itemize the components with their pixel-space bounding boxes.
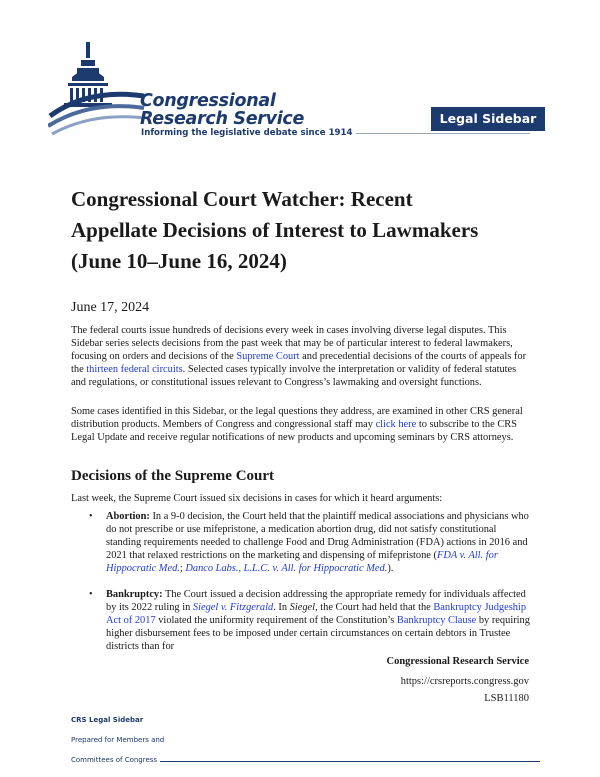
- bullet-text-end: ).: [387, 563, 394, 574]
- document-title: [71, 184, 541, 277]
- bullet-abortion: [106, 510, 531, 575]
- intro-p1-text-a: The federal courts issue hundreds of decisions every week in cases involving diverse legal disputes. This Sidebar series selects decisions from the past week that may be of particular interest to federal lawmakers, focusing on orders and decisions of the: [71, 325, 513, 362]
- bottom-line-1: Prepared for Members and: [71, 736, 165, 744]
- intro-paragraph-1: [71, 324, 531, 389]
- intro-paragraph-2: [71, 405, 531, 444]
- bullet-text: In a 9-0 decision, the Court held that the plaintiff medical associations and physicians who do not prescribe or use mifepristone, a medication abortion drug, did not satisfy constitutional standing requirements needed to challenge Food and Drug Administration (FDA) actions in 2016 and 2021 that relaxed restrictions on the marketing and dispensing of mifepristone (: [106, 511, 529, 561]
- publication-date: June 17, 2024: [71, 300, 150, 315]
- supreme-court-link[interactable]: Supreme Court: [236, 351, 300, 362]
- tagline-rule: [356, 133, 530, 134]
- footer-url[interactable]: https://crsreports.congress.gov: [400, 676, 529, 687]
- org-name-line1: Congressional: [140, 91, 276, 111]
- title-line-3: (June 10–June 16, 2024): [71, 249, 287, 273]
- bullet-label: Abortion:: [106, 511, 150, 522]
- footer-report-id: LSB11180: [484, 693, 529, 704]
- intro-p1-text-b: and precedential decisions of the courts of appeals for the: [71, 351, 527, 375]
- federal-circuits-link[interactable]: thirteen federal circuits: [86, 364, 183, 375]
- capitol-dome-logo-icon: [48, 38, 148, 148]
- intro-p2-text-b: to subscribe to the CRS Legal Update and receive regular notifications of new products and upcoming seminars by CRS attorneys.: [71, 419, 517, 443]
- bottom-label: CRS Legal Sidebar: [71, 716, 144, 724]
- org-name-line2: Research Service: [140, 109, 305, 129]
- bottom-line-2: Committees of Congress: [71, 756, 158, 764]
- legal-sidebar-badge: Legal Sidebar: [431, 107, 545, 131]
- org-name: [140, 92, 304, 128]
- subscribe-link[interactable]: click here: [375, 419, 417, 430]
- judgeship-act-link[interactable]: Bankruptcy Judgeship Act of 2017: [106, 602, 527, 626]
- case-link-danco[interactable]: Danco Labs., L.L.C. v. All. for Hippocratic Med.: [185, 563, 388, 574]
- bullet-text: violated the uniformity requirement of the Constitution’s: [155, 615, 397, 626]
- bottom-rule: [160, 761, 540, 762]
- intro-p1-text-c: . Selected cases typically involve the interpretation or validity of federal statutes and regulations, or constitutional issues relevant to Congress’s lawmaking and oversight functions.: [71, 364, 517, 388]
- case-name-italic: Siegel: [289, 602, 316, 613]
- case-link-fda[interactable]: FDA v. All. for Hippocratic Med.: [106, 550, 498, 574]
- section-intro: Last week, the Supreme Court issued six decisions in cases for which it heard arguments:: [71, 493, 443, 504]
- bullet-text: by requiring higher disbursement fees to be imposed under certain circumstances on certain debtors in Trustee districts than for: [106, 615, 530, 652]
- bullet-bankruptcy: [106, 588, 531, 653]
- bullet-dot: •: [89, 589, 93, 600]
- bullet-label: Bankruptcy:: [106, 589, 163, 600]
- org-tagline: Informing the legislative debate since 1914: [141, 128, 353, 138]
- section-heading: Decisions of the Supreme Court: [71, 468, 275, 484]
- footer-org: Congressional Research Service: [386, 656, 529, 667]
- bullet-text: . In: [273, 602, 290, 613]
- title-line-1: Congressional Court Watcher: Recent: [71, 187, 413, 211]
- bullet-separator: ;: [179, 563, 186, 574]
- bullet-text: , the Court had held that the: [315, 602, 434, 613]
- title-line-2: Appellate Decisions of Interest to Lawmakers: [71, 218, 479, 242]
- bullet-dot: •: [89, 511, 93, 522]
- bullet-text: The Court issued a decision addressing the appropriate remedy for individuals affected by its 2022 ruling in: [106, 589, 526, 613]
- intro-p2-text-a: Some cases identified in this Sidebar, or the legal questions they address, are examined in other CRS general distribution products. Members of Congress and congressional staff may: [71, 406, 523, 430]
- bankruptcy-clause-link[interactable]: Bankruptcy Clause: [396, 615, 477, 626]
- case-link-siegel[interactable]: Siegel v. Fitzgerald: [192, 602, 274, 613]
